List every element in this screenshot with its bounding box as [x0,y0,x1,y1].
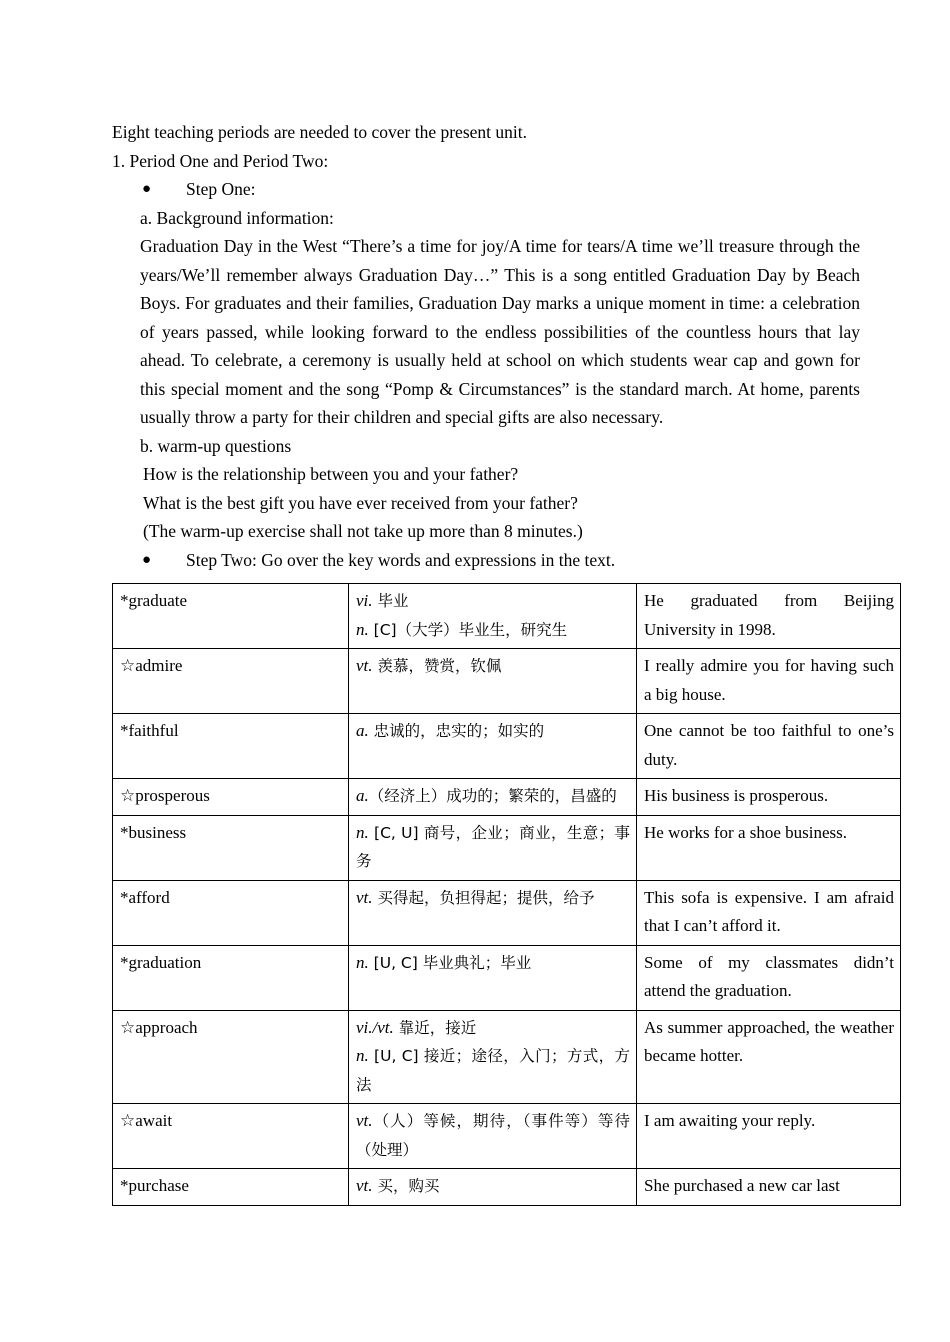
vocab-example-sentence-cell: I really admire you for having such a big house. [637,649,901,714]
background-paragraph: Graduation Day in the West “There’s a time for joy/A time for tears/A time we’ll treasure through the years/We’ll remember always Graduation Day…” This is a song entitled Graduation Day by Beach Boys. For graduates and their families, Graduation Day marks a unique moment in time: a celebration of years passed, while looking forward to the endless possibilities of the countless hours that lay ahead. To celebrate, a ceremony is usually held at school on which students wear cap and gown for this special moment and the song “Pomp & Circumstances” is the standard march. At home, parents usually throw a party for their children and special gifts are also necessary. [140,236,860,427]
definition-chinese: 买，购买 [372,1177,440,1195]
part-of-speech: vt. [356,656,373,675]
vocab-definition-line [356,819,630,876]
vocab-definition-cell [349,649,637,714]
table-row [113,584,901,649]
part-of-speech: n. [356,822,369,842]
vocab-example-sentence-cell: She purchased a new car last [637,1169,901,1206]
vocab-example-sentence-cell: He graduated from Beijing University in 1998. [637,584,901,649]
part-of-speech: a. [356,721,369,740]
vocab-definition-line [356,1107,630,1164]
vocab-definition-line [356,949,630,978]
vocab-example-sentence-cell: Some of my classmates didn’t attend the graduation. [637,945,901,1010]
vocab-example-sentence-cell: As summer approached, the weather became hotter. [637,1010,901,1104]
warmup-questions-label: b. warm-up questions [140,435,292,456]
part-of-speech: vi. [356,591,373,610]
vocab-example-sentence-cell: One cannot be too faithful to one’s duty. [637,714,901,779]
part-of-speech: vt. [356,1111,373,1130]
vocab-definition-cell [349,779,637,816]
table-row [113,945,901,1010]
bullet-dot-icon: ● [142,551,152,568]
vocab-example-sentence-cell: I am awaiting your reply. [637,1104,901,1169]
step-two-label: Step Two: Go over the key words and expressions in the text. [186,549,616,570]
vocab-definition-line [356,1042,630,1099]
part-of-speech: a. [356,786,369,805]
vocab-word-cell: *afford [113,880,349,945]
vocab-definition-line [356,587,630,616]
document-content [112,118,894,1206]
vocab-definition-cell [349,584,637,649]
definition-chinese: （经济上）成功的；繁荣的，昌盛的 [368,787,617,805]
vocabulary-table-body [113,584,901,1206]
table-row [113,815,901,880]
part-of-speech: vt. [356,1176,373,1195]
vocab-word-cell: ☆approach [113,1010,349,1104]
vocab-definition-line [356,1172,630,1201]
part-of-speech: n. [356,1046,369,1065]
table-row [113,1104,901,1169]
background-information-label: a. Background information: [140,207,334,228]
warmup-question-2: What is the best gift you have ever received from your father? [143,492,578,513]
part-of-speech: n. [356,619,369,639]
vocab-word-cell: *graduation [113,945,349,1010]
definition-chinese: （人）等候，期待，（事件等）等待（处理） [356,1112,630,1159]
definition-chinese: 忠诚的，忠实的；如实的 [368,722,545,740]
table-row [113,649,901,714]
vocab-example-sentence-cell: His business is prosperous. [637,779,901,816]
vocabulary-table [112,583,901,1206]
table-row [113,1010,901,1104]
vocab-word-cell: ☆admire [113,649,349,714]
intro-line: Eight teaching periods are needed to cover the present unit. [112,122,527,142]
vocab-definition-cell [349,1010,637,1104]
definition-chinese: [C]（大学）毕业生，研究生 [368,620,568,639]
warmup-note: (The warm-up exercise shall not take up more than 8 minutes.) [143,521,583,541]
part-of-speech: vt. [356,887,373,907]
step-two-bullet-item [112,546,860,575]
vocab-word-cell: *business [113,815,349,880]
warmup-question-1: How is the relationship between you and your father? [143,464,519,484]
vocab-definition-cell [349,815,637,880]
vocab-example-sentence-cell: This sofa is expensive. I am afraid that I can’t afford it. [637,880,901,945]
step-one-bullet-item [112,175,860,204]
vocab-definition-line [356,782,630,811]
vocab-word-cell: *purchase [113,1169,349,1206]
definition-chinese: 毕业 [372,592,409,610]
vocab-word-cell: *graduate [113,584,349,649]
vocab-definition-cell [349,1104,637,1169]
vocab-definition-cell [349,714,637,779]
definition-chinese: 靠近，接近 [393,1018,477,1037]
definition-chinese: [U, C] 毕业典礼；毕业 [368,953,532,972]
bullet-dot-icon: ● [142,181,152,197]
table-row [113,880,901,945]
vocab-definition-line [356,616,630,645]
definition-chinese: 羡慕，赞赏，钦佩 [372,657,502,675]
definition-chinese: 买得起，负担得起；提供，给予 [372,888,595,907]
section-heading: 1. Period One and Period Two: [112,150,329,171]
vocab-definition-cell [349,880,637,945]
vocab-definition-cell [349,945,637,1010]
vocab-definition-line [356,884,630,913]
vocab-definition-cell [349,1169,637,1206]
step-one-label: Step One: [186,179,256,199]
definition-chinese: [U, C] 接近；途径，入门；方式，方法 [356,1047,630,1094]
part-of-speech: n. [356,952,369,972]
vocab-definition-line [356,717,630,746]
vocab-word-cell: ☆await [113,1104,349,1169]
vocab-definition-line [356,1014,630,1043]
part-of-speech: vi./vt. [356,1017,394,1037]
vocab-word-cell: *faithful [113,714,349,779]
table-row [113,714,901,779]
table-row [113,779,901,816]
definition-chinese: [C, U] 商号，企业；商业，生意；事务 [356,823,630,870]
vocab-word-cell: ☆prosperous [113,779,349,816]
table-row [113,1169,901,1206]
vocab-example-sentence-cell: He works for a shoe business. [637,815,901,880]
vocab-definition-line [356,652,630,681]
